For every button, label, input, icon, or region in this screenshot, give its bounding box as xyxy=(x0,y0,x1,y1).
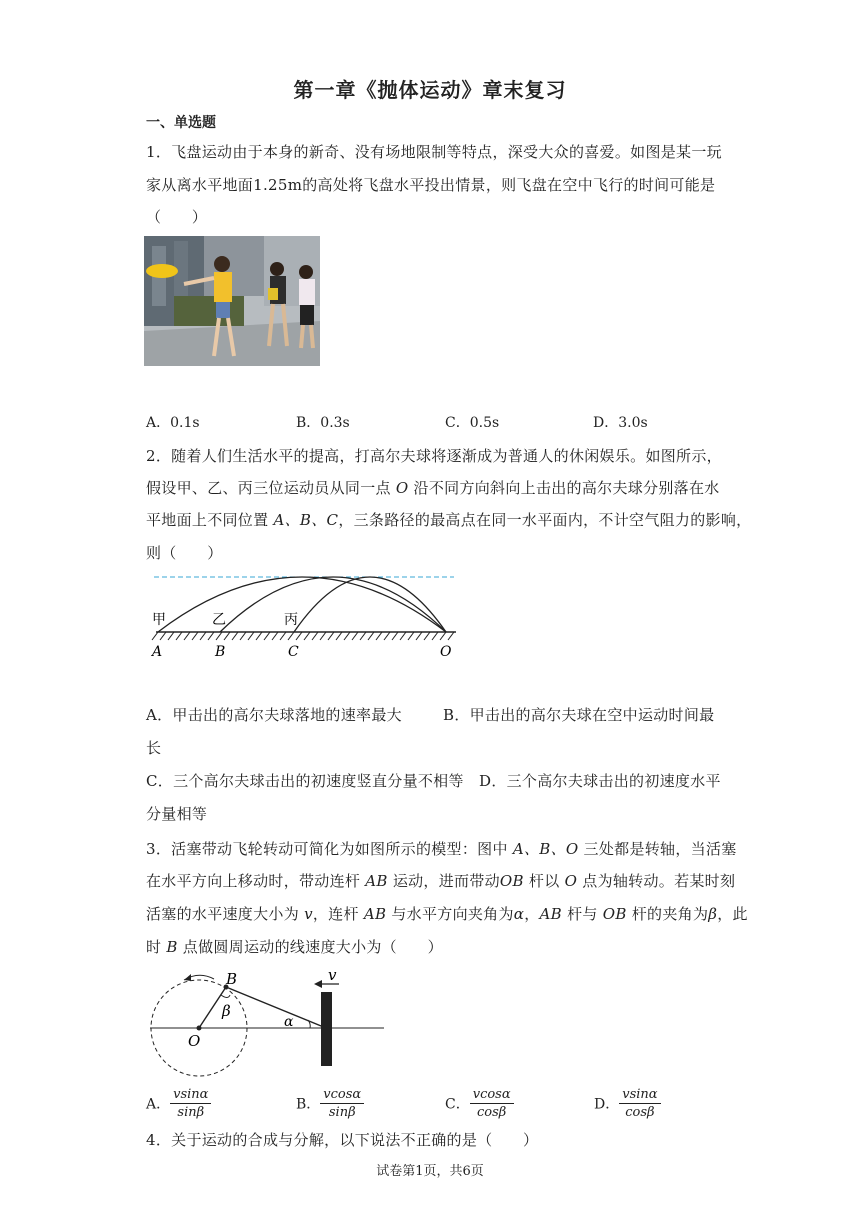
q3-option-d: D． $\frac{vsin\alpha}{\cos\beta}$ xyxy=(594,1086,661,1121)
q1-option-d: D．3.0s xyxy=(593,415,648,431)
q2-line4: 则（ ） xyxy=(146,544,223,562)
label-bing: 丙 xyxy=(284,612,298,628)
label-yi: 乙 xyxy=(212,612,226,628)
q2-option-b-cont: 长 xyxy=(146,739,162,757)
q4-line1: 4．关于运动的合成与分解，以下说法不正确的是（ ） xyxy=(146,1131,539,1149)
label-jia: 甲 xyxy=(152,612,166,628)
label-b: B xyxy=(226,970,238,988)
q3-line3: 活塞的水平速度大小为 v，连杆 AB 与水平方向夹角为α，AB 杆与 OB 杆的夹角为β，此 xyxy=(146,905,748,923)
q1-option-b: B．0.3s xyxy=(296,415,350,431)
section-heading: 一、单选题 xyxy=(146,115,216,131)
piston-flywheel-figure xyxy=(144,966,394,1078)
label-alpha: α xyxy=(284,1014,294,1030)
q2-line2: 假设甲、乙、丙三位运动员从同一点 O 沿不同方向斜向上击出的高尔夫球分别落在水 xyxy=(146,479,720,497)
label-o: O xyxy=(188,1032,201,1050)
q3-option-b: B． $\frac{vcos\alpha}{\sin\beta}$ xyxy=(296,1086,364,1121)
q3-option-a: A． $\frac{vsin\alpha}{\sin\beta}$ xyxy=(146,1086,211,1121)
label-point-b: B xyxy=(215,644,226,660)
q1-option-c: C．0.5s xyxy=(445,415,500,431)
q1-line3: （ ） xyxy=(146,208,208,226)
q3-line4: 时 B 点做圆周运动的线速度大小为（ ） xyxy=(146,938,443,956)
page-title: 第一章《抛体运动》章末复习 xyxy=(293,78,567,102)
frisbee-photo xyxy=(144,236,320,366)
label-v: v xyxy=(328,966,337,984)
q1-line1: 1．飞盘运动由于本身的新奇、没有场地限制等特点，深受大众的喜爱。如图是某一玩 xyxy=(146,143,722,161)
label-beta: β xyxy=(222,1002,231,1020)
label-point-o: O xyxy=(440,644,452,660)
label-point-c: C xyxy=(288,644,299,660)
q2-option-c: C．三个高尔夫球击出的初速度竖直分量不相等 xyxy=(146,772,464,790)
q2-option-a: A．甲击出的高尔夫球落地的速率最大 xyxy=(146,706,402,724)
q3-line1: 3．活塞带动飞轮转动可简化为如图所示的模型：图中 A、B、O 三处都是转轴，当活塞 xyxy=(146,840,737,858)
q2-option-b: B．甲击出的高尔夫球在空中运动时间最 xyxy=(443,706,715,724)
q1-line2: 家从离水平地面1.25m的高处将飞盘水平投出情景，则飞盘在空中飞行的时间可能是 xyxy=(146,176,716,194)
label-point-a: A xyxy=(152,644,163,660)
q3-line2: 在水平方向上移动时，带动连杆 AB 运动，进而带动OB 杆以 O 点为轴转动。若某时刻 xyxy=(146,872,736,890)
q2-option-d: D．三个高尔夫球击出的初速度水平 xyxy=(479,772,721,790)
golf-trajectory-figure xyxy=(144,570,464,660)
q1-option-a: A．0.1s xyxy=(146,415,200,431)
page-footer: 试卷第1页，共6页 xyxy=(376,1164,484,1179)
q2-option-d-cont: 分量相等 xyxy=(146,805,208,823)
q2-line1: 2．随着人们生活水平的提高，打高尔夫球将逐渐成为普通人的休闲娱乐。如图所示， xyxy=(146,447,722,465)
q3-option-c: C． $\frac{vcos\alpha}{\cos\beta}$ xyxy=(445,1086,514,1121)
q2-line3: 平地面上不同位置 A、B、C，三条路径的最高点在同一水平面内，不计空气阻力的影响， xyxy=(146,511,752,529)
